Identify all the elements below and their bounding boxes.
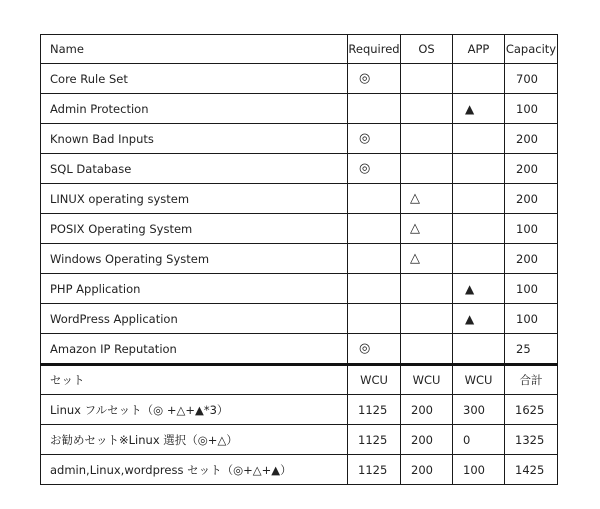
set-total: 1325 bbox=[505, 425, 558, 455]
table-row bbox=[41, 274, 558, 304]
table-row bbox=[41, 334, 558, 365]
app-mark: ▲ bbox=[453, 94, 505, 124]
set-header-name: セット bbox=[41, 365, 348, 395]
capacity-value: 200 bbox=[505, 124, 558, 154]
capacity-value: 100 bbox=[505, 94, 558, 124]
set-wcu-app: 300 bbox=[453, 395, 505, 425]
os-mark: △ bbox=[401, 184, 453, 214]
set-wcu-required: 1125 bbox=[348, 455, 401, 485]
set-total: 1625 bbox=[505, 395, 558, 425]
required-mark bbox=[348, 244, 401, 274]
set-wcu-os: 200 bbox=[401, 425, 453, 455]
app-mark bbox=[453, 64, 505, 94]
capacity-value: 200 bbox=[505, 154, 558, 184]
app-mark: ▲ bbox=[453, 274, 505, 304]
header-os: OS bbox=[401, 35, 453, 64]
header-app: APP bbox=[453, 35, 505, 64]
rule-name: Amazon IP Reputation bbox=[41, 334, 348, 365]
rule-name: SQL Database bbox=[41, 154, 348, 184]
waf-rule-table bbox=[40, 34, 558, 485]
set-wcu-app: 100 bbox=[453, 455, 505, 485]
header-name: Name bbox=[41, 35, 348, 64]
required-mark: ◎ bbox=[348, 64, 401, 94]
set-total: 1425 bbox=[505, 455, 558, 485]
table-row bbox=[41, 124, 558, 154]
required-mark bbox=[348, 94, 401, 124]
set-row bbox=[41, 395, 558, 425]
set-header-total: 合計 bbox=[505, 365, 558, 395]
table-row bbox=[41, 154, 558, 184]
capacity-value: 25 bbox=[505, 334, 558, 365]
required-mark bbox=[348, 274, 401, 304]
set-header-wcu-required: WCU bbox=[348, 365, 401, 395]
set-wcu-required: 1125 bbox=[348, 395, 401, 425]
rule-name: Known Bad Inputs bbox=[41, 124, 348, 154]
required-mark bbox=[348, 184, 401, 214]
os-mark bbox=[401, 274, 453, 304]
app-mark bbox=[453, 154, 505, 184]
set-header-wcu-app: WCU bbox=[453, 365, 505, 395]
required-mark: ◎ bbox=[348, 334, 401, 365]
rule-name: WordPress Application bbox=[41, 304, 348, 334]
capacity-value: 100 bbox=[505, 214, 558, 244]
set-header-wcu-os: WCU bbox=[401, 365, 453, 395]
table-row bbox=[41, 304, 558, 334]
os-mark: △ bbox=[401, 244, 453, 274]
set-wcu-required: 1125 bbox=[348, 425, 401, 455]
header-required: Required bbox=[348, 35, 401, 64]
capacity-value: 200 bbox=[505, 184, 558, 214]
app-mark bbox=[453, 184, 505, 214]
os-mark bbox=[401, 304, 453, 334]
app-mark bbox=[453, 334, 505, 365]
capacity-value: 700 bbox=[505, 64, 558, 94]
header-row bbox=[41, 35, 558, 64]
capacity-value: 100 bbox=[505, 274, 558, 304]
app-mark bbox=[453, 244, 505, 274]
required-mark: ◎ bbox=[348, 154, 401, 184]
set-name: admin,Linux,wordpress セット（◎+△+▲） bbox=[41, 455, 348, 485]
capacity-value: 100 bbox=[505, 304, 558, 334]
table-row bbox=[41, 184, 558, 214]
table-row bbox=[41, 244, 558, 274]
table-row bbox=[41, 214, 558, 244]
os-mark bbox=[401, 124, 453, 154]
rule-name: PHP Application bbox=[41, 274, 348, 304]
app-mark bbox=[453, 124, 505, 154]
os-mark bbox=[401, 64, 453, 94]
os-mark: △ bbox=[401, 214, 453, 244]
rule-name: Core Rule Set bbox=[41, 64, 348, 94]
set-row bbox=[41, 455, 558, 485]
os-mark bbox=[401, 94, 453, 124]
required-mark: ◎ bbox=[348, 124, 401, 154]
capacity-value: 200 bbox=[505, 244, 558, 274]
app-mark: ▲ bbox=[453, 304, 505, 334]
required-mark bbox=[348, 214, 401, 244]
header-capacity: Capacity bbox=[505, 35, 558, 64]
rule-name: LINUX operating system bbox=[41, 184, 348, 214]
rule-name: Admin Protection bbox=[41, 94, 348, 124]
set-name: Linux フルセット（◎ +△+▲*3） bbox=[41, 395, 348, 425]
set-wcu-os: 200 bbox=[401, 455, 453, 485]
rule-name: Windows Operating System bbox=[41, 244, 348, 274]
rule-name: POSIX Operating System bbox=[41, 214, 348, 244]
set-name: お勧めセット※Linux 選択（◎+△） bbox=[41, 425, 348, 455]
required-mark bbox=[348, 304, 401, 334]
set-wcu-app: 0 bbox=[453, 425, 505, 455]
set-row bbox=[41, 425, 558, 455]
table-row bbox=[41, 94, 558, 124]
os-mark bbox=[401, 334, 453, 365]
table-row bbox=[41, 64, 558, 94]
set-header-row bbox=[41, 365, 558, 395]
app-mark bbox=[453, 214, 505, 244]
set-wcu-os: 200 bbox=[401, 395, 453, 425]
os-mark bbox=[401, 154, 453, 184]
